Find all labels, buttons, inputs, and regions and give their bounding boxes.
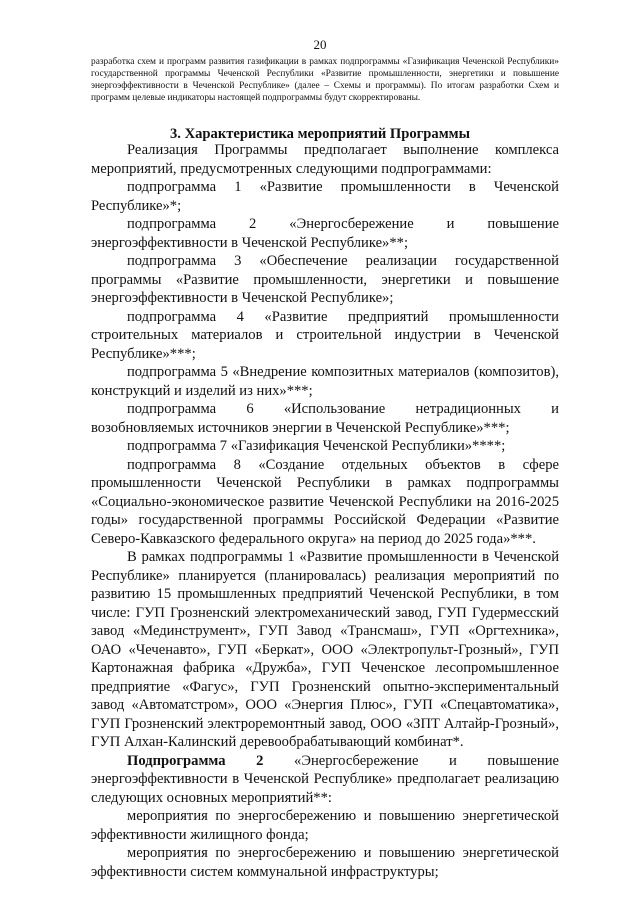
- paragraph-subprogram-1: подпрограмма 1 «Развитие промышленности в Чеченской Республике»*;: [91, 179, 559, 214]
- paragraph-subprogram-7: подпрограмма 7 «Газификация Чеченской Республики»****;: [127, 438, 506, 454]
- page-number: 20: [313, 37, 327, 52]
- footnote-text: разработка схем и программ развития газификации в рамках подпрограммы «Газификация Чеченской Республики» государственной программы Чеченской Республики «Развитие промышленности, энергетики и повышение энергоэффективности в Чеченской Республике» (далее – Схемы и программы). По итогам разработки Схем и программ целевые индикаторы настоящей подпрограммы будут скорректированы.: [91, 57, 559, 103]
- paragraph-measure-1: мероприятия по энергосбережению и повышению энергетической эффективности жилищного фонда;: [91, 808, 559, 843]
- paragraph-subprogram-8: подпрограмма 8 «Создание отдельных объектов в сфере промышленности Чеченской Республики в рамках подпрограммы «Социально-экономическое развитие Чеченской Республики на 2016-2025 годы» государственной программы Российской Федерации «Развитие Северо-Кавказского федерального округа» на период до 2025 года»***.: [91, 456, 559, 547]
- section-heading: 3. Характеристика мероприятий Программы: [170, 126, 470, 142]
- paragraph-subprogram-4: подпрограмма 4 «Развитие предприятий промышленности строительных материалов и строительной индустрии в Чеченской Республике»***;: [91, 308, 559, 362]
- section-body: [91, 141, 559, 881]
- paragraph-subprogram-2: подпрограмма 2 «Энергосбережение и повышение энергоэффективности в Чеченской Республике»**;: [91, 216, 559, 251]
- paragraph-subprogram-5: подпрограмма 5 «Внедрение композитных материалов (композитов), конструкций и изделий из них»***;: [91, 364, 559, 399]
- paragraph-subprogram-3: подпрограмма 3 «Обеспечение реализации государственной программы «Развитие промышленности, энергетики и повышение энергоэффективности в Чеченской Республике»;: [91, 253, 559, 306]
- paragraph-subprogram-6: подпрограмма 6 «Использование нетрадиционных и возобновляемых источников энергии в Чеченской Республике»***;: [91, 401, 559, 436]
- paragraph-measure-2: мероприятия по энергосбережению и повышению энергетической эффективности систем коммунальной инфраструктуры;: [91, 845, 559, 880]
- paragraph-intro: Реализация Программы предполагает выполнение комплекса мероприятий, предусмотренных следующими подпрограммами:: [91, 142, 559, 177]
- subprogram-2-text: «Энергосбережение и повышение энергоэффективности в Чеченской Республике» предполагает реализацию следующих основных мероприятий**:: [91, 752, 559, 806]
- paragraph-subprogram-2-details: [91, 752, 559, 808]
- paragraph-subprogram-1-details: В рамках подпрограммы 1 «Развитие промышленности в Чеченской Республике» планируется (планировалась) реализация мероприятий по развитию 15 промышленных предприятий Чеченской Республики, в том числе: ГУП Грозненский электромеханический завод, ГУП Гудермесский завод «Мединструмент», ГУП Завод «Трансмаш», ГУП «Оргтехника», ОАО «Чеченавто», ГУП «Беркат», ООО «Электропульт-Грозный», ГУП Картонажная фабрика «Дружба», ГУП Чеченское лесопромышленное предприятие «Фагус», ГУП Грозненский опытно-экспериментальный завод «Автоматстром», ООО «Энергия Плюс», ГУП «Спецавтоматика», ГУП Грозненский электроремонтный завод, ООО «ЗПТ Алтайр-Грозный», ГУП Алхан-Калинский деревообрабатывающий комбинат*.: [91, 549, 559, 750]
- subprogram-2-label: Подпрограмма 2: [127, 752, 264, 769]
